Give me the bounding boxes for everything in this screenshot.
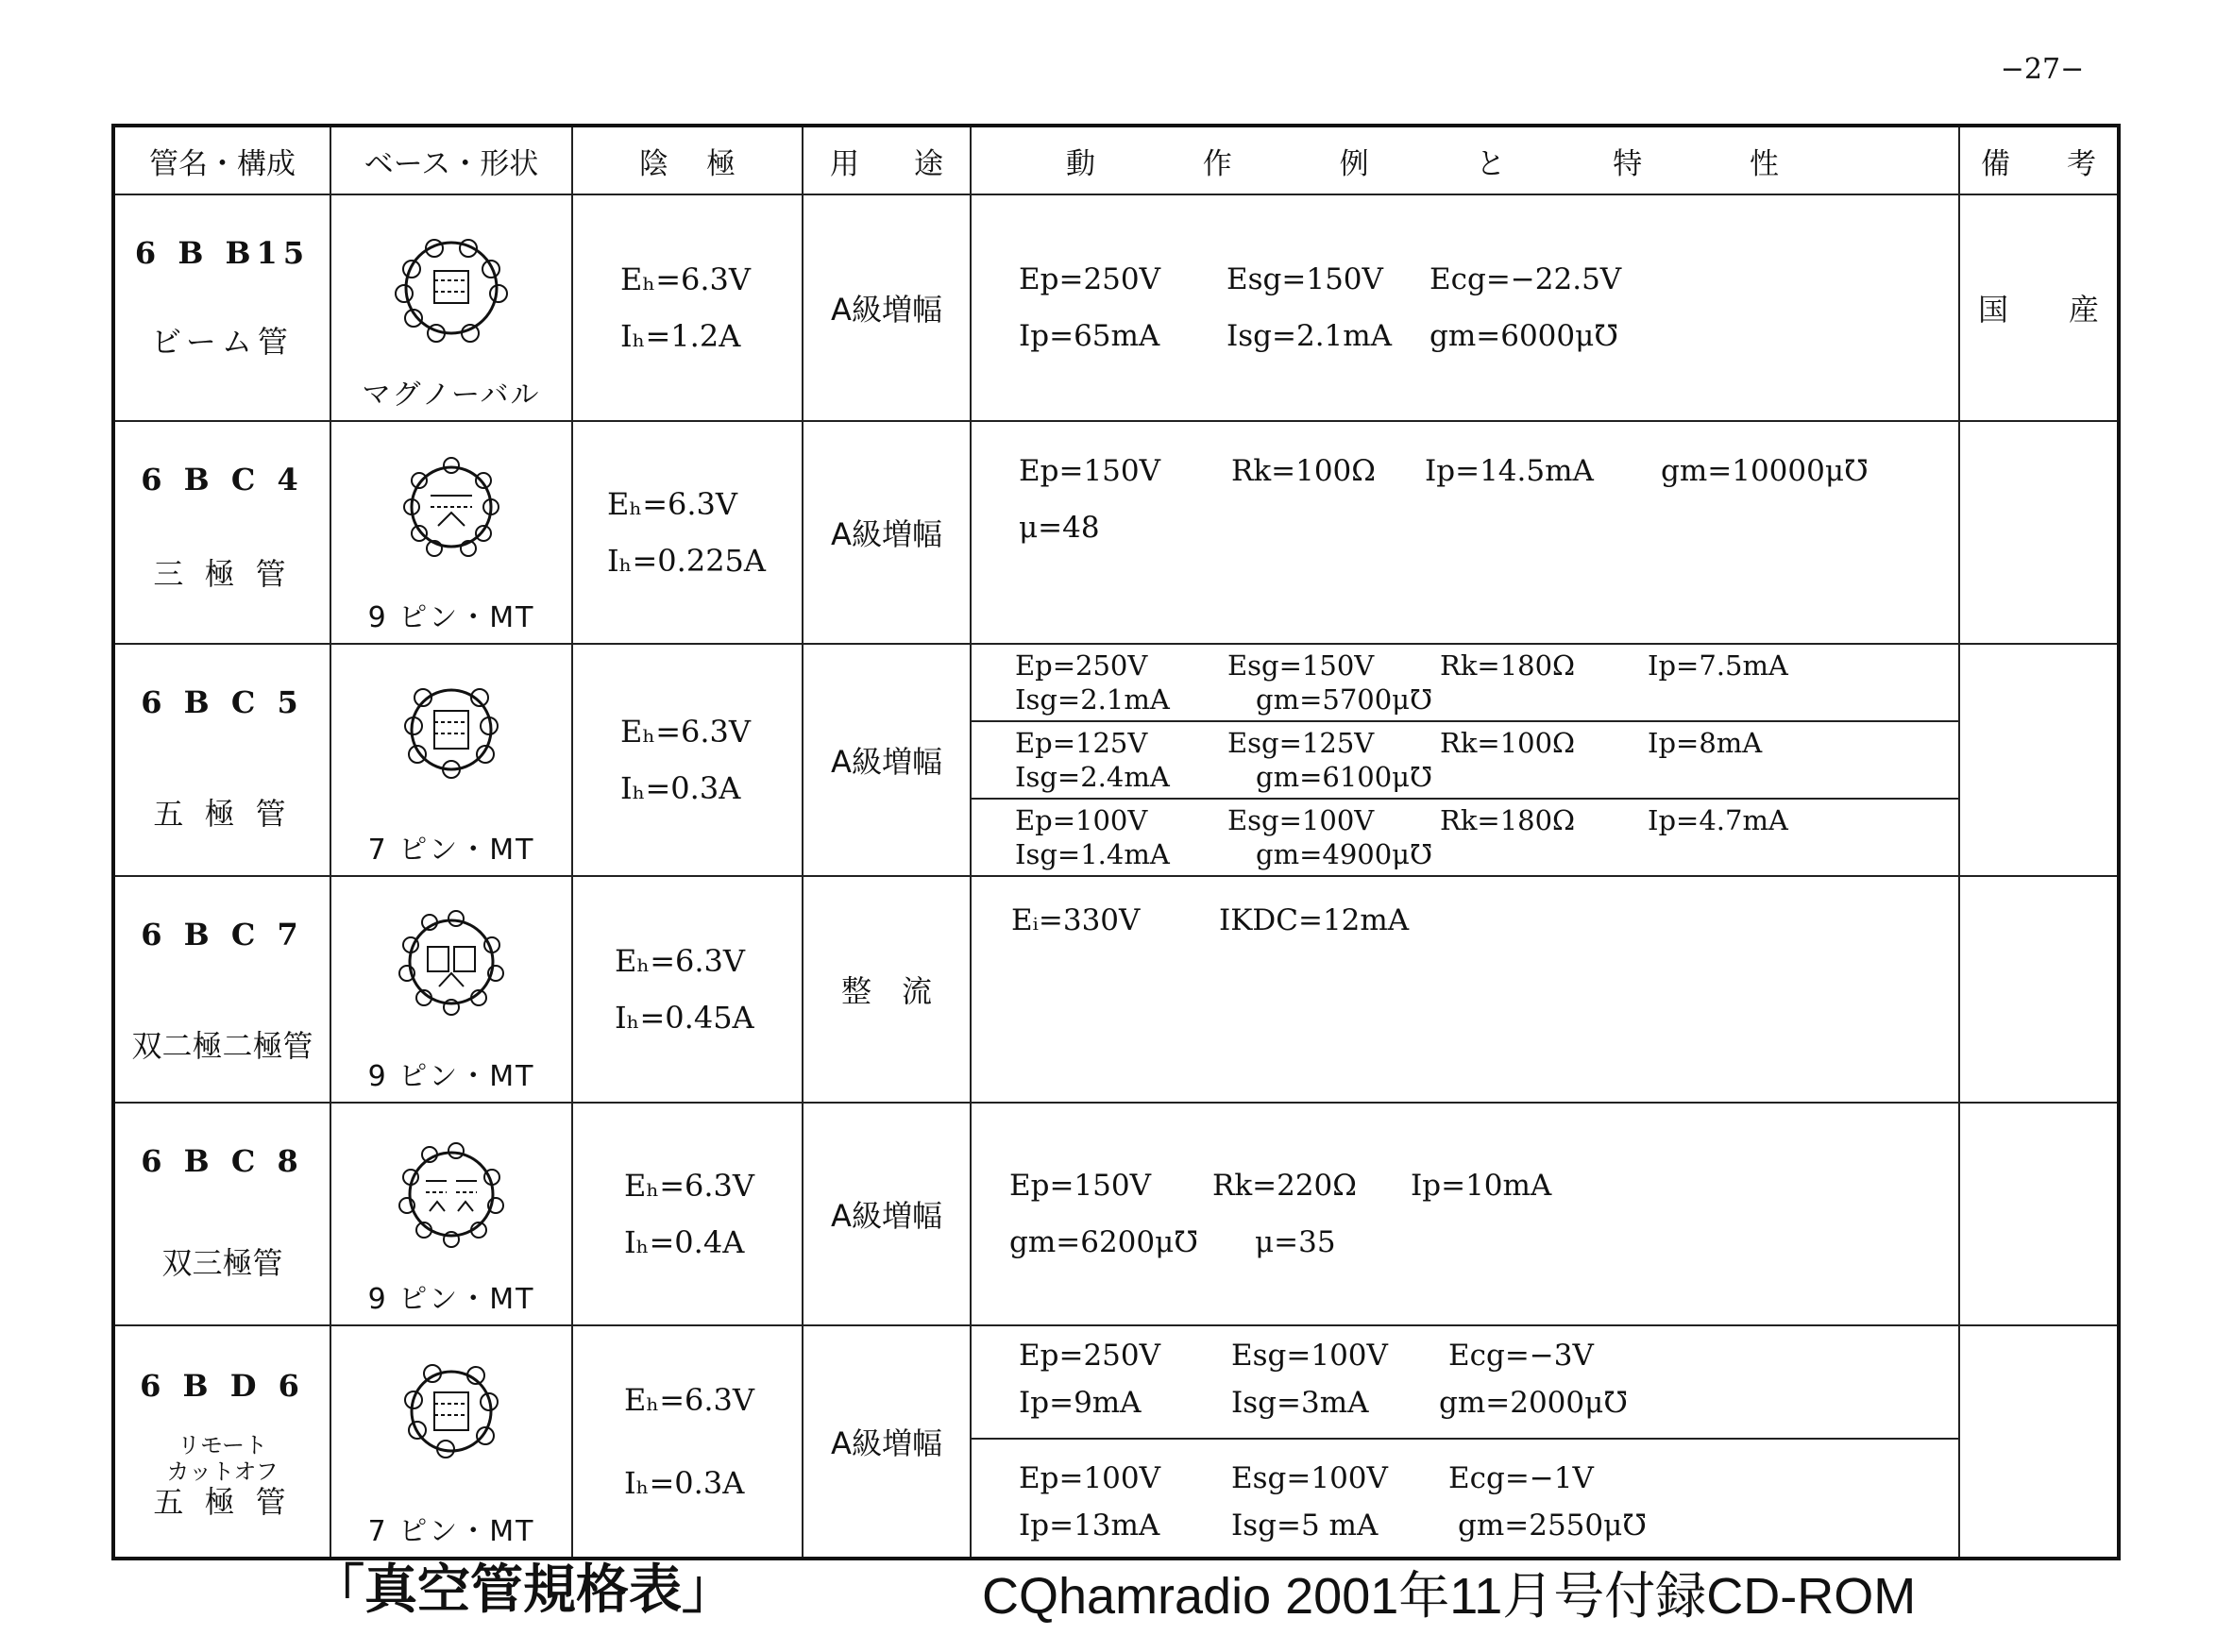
tube-name: 6 B C 4 [141, 462, 304, 497]
tube-name-cell [113, 1103, 330, 1325]
tube-name-cell [113, 1325, 330, 1559]
table-row [113, 644, 2119, 876]
cathode-cell [572, 1325, 803, 1559]
cathode-cell [572, 1103, 803, 1325]
header-base: ベース・形状 [330, 126, 572, 194]
tube-type: 五 極 管 [153, 796, 292, 832]
use-cell: A級増幅 [803, 644, 971, 876]
tube-name-cell [113, 194, 330, 421]
use-cell: A級増幅 [803, 1103, 971, 1325]
operation-cell: Ep=150V Rk=100Ω Ip=14.5mA gm=10000μ℧ μ=48 [971, 421, 1959, 644]
footer-title: 「真空管規格表」 [312, 1559, 735, 1621]
pin-diagram-icon [371, 1121, 532, 1272]
heater-voltage: Eₕ=6.3V [620, 261, 752, 297]
heater-voltage: Eₕ=6.3V [615, 943, 746, 979]
pin-diagram-icon [376, 439, 527, 581]
base-cell [330, 1325, 572, 1559]
cathode-cell [572, 194, 803, 421]
operation-cell: Eᵢ=330V IKDC=12mA [971, 876, 1959, 1103]
tube-type: 双三極管 [161, 1245, 283, 1281]
header-operation: 動 作 例 と 特 性 [971, 126, 1959, 194]
pin-diagram-icon [371, 894, 532, 1036]
footer-source: CQhamradio 2001年11月号付録CD-ROM [982, 1568, 1917, 1625]
base-label: 7 ピン・MT [367, 1515, 535, 1548]
tube-name-cell [113, 644, 330, 876]
pin-diagram-icon [376, 1343, 527, 1485]
base-cell [330, 876, 572, 1103]
tube-name: 6 B C 5 [141, 684, 304, 720]
base-cell [330, 644, 572, 876]
table-row [113, 421, 2119, 644]
note-cell [1959, 644, 2119, 876]
header-name: 管名・構成 [113, 126, 330, 194]
base-cell [330, 194, 572, 421]
base-label: マグノーバル [362, 379, 541, 412]
page-number: −27− [2000, 53, 2085, 86]
heater-current: Iₕ=0.3A [620, 770, 741, 806]
use-cell: 整 流 [803, 876, 971, 1103]
note-cell [1959, 1325, 2119, 1559]
cathode-cell [572, 421, 803, 644]
pin-diagram-icon [376, 212, 527, 373]
operation-cell: Ep=250V Esg=100V Ecg=−3V Ip=9mA Isg=3mA gm=2000μ℧ Ep=100V Esg=100V Ecg=−1V Ip=13mA Isg=5 mA gm=2550μ℧ [971, 1325, 1959, 1559]
use-cell: A級増幅 [803, 421, 971, 644]
header-note: 備 考 [1959, 126, 2119, 194]
base-label: 7 ピン・MT [367, 834, 535, 867]
tube-name: 6 B C 8 [141, 1143, 304, 1179]
heater-voltage: Eₕ=6.3V [624, 1382, 755, 1418]
table-row [113, 1325, 2119, 1559]
pin-diagram-icon [376, 662, 527, 803]
tube-name: 6 B C 7 [141, 917, 304, 952]
table-row [113, 194, 2119, 421]
note-cell [1959, 421, 2119, 644]
note-cell [1959, 1103, 2119, 1325]
operation-cell: Ep=250V Esg=150V Ecg=−22.5V Ip=65mA Isg=2.1mA gm=6000μ℧ [971, 194, 1959, 421]
base-label: 9 ピン・MT [367, 1060, 535, 1093]
base-cell [330, 421, 572, 644]
tube-name: 6 B D 6 [140, 1368, 305, 1404]
heater-voltage: Eₕ=6.3V [620, 714, 752, 750]
heater-current: Iₕ=0.225A [607, 543, 767, 579]
heater-voltage: Eₕ=6.3V [624, 1168, 755, 1204]
cathode-cell [572, 876, 803, 1103]
tube-spec-table [111, 124, 2121, 1560]
heater-voltage: Eₕ=6.3V [607, 486, 738, 522]
tube-type: ビーム管 [151, 324, 294, 360]
base-label: 9 ピン・MT [367, 1283, 535, 1316]
heater-current: Iₕ=0.45A [615, 1000, 754, 1036]
operation-cell: Ep=250V Esg=150V Rk=180Ω Ip=7.5mA Isg=2.1mA gm=5700μ℧ Ep=125V Esg=125V Rk=100Ω Ip=8mA Isg=2.4mA gm=6100μ℧ Ep=100V Esg=100V Rk=180Ω Ip=4.7mA Isg=1.4mA gm=4900μ℧ [971, 644, 1959, 876]
heater-current: Iₕ=0.3A [624, 1465, 745, 1501]
use-cell: A級増幅 [803, 194, 971, 421]
tube-type: 三 極 管 [153, 556, 292, 592]
table-row [113, 1103, 2119, 1325]
note-cell [1959, 876, 2119, 1103]
operation-cell: Ep=150V Rk=220Ω Ip=10mA gm=6200μ℧ μ=35 [971, 1103, 1959, 1325]
base-label: 9 ピン・MT [367, 601, 535, 634]
heater-current: Iₕ=1.2A [620, 318, 741, 354]
header-cathode: 陰 極 [572, 126, 803, 194]
base-cell [330, 1103, 572, 1325]
tube-name: 6 B B15 [134, 235, 311, 271]
header-use: 用 途 [803, 126, 971, 194]
tube-name-cell [113, 421, 330, 644]
tube-name-cell [113, 876, 330, 1103]
use-cell: A級増幅 [803, 1325, 971, 1559]
header-row [113, 126, 2119, 194]
heater-current: Iₕ=0.4A [624, 1224, 745, 1260]
note-cell: 国 産 [1959, 194, 2119, 421]
tube-type: 双二極二極管 [131, 1028, 313, 1064]
cathode-cell [572, 644, 803, 876]
tube-type: リモート カットオフ 五 極 管 [153, 1432, 292, 1520]
table-row [113, 876, 2119, 1103]
